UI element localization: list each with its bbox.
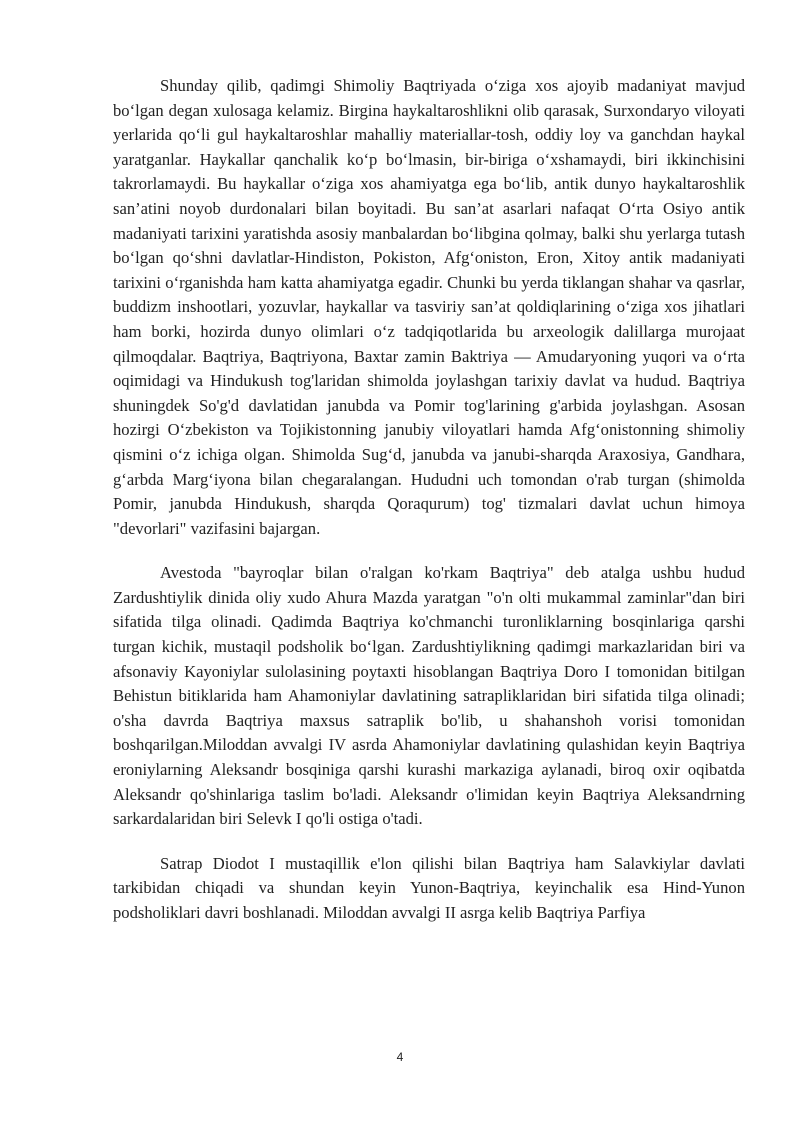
body-text — [113, 74, 745, 926]
paragraph-1: Shunday qilib, qadimgi Shimoliy Baqtriyada o‘ziga xos ajoyib madaniyat mavjud bo‘lgan degan xulosaga kelamiz. Birgina haykaltaroshlikni olib qarasak, Surxondaryo viloyati yerlarida qo‘li gul haykaltaroshlar mahalliy materiallar-tosh, oddiy loy va ganchdan haykal yaratganlar. Haykallar qanchalik ko‘p bo‘lmasin, bir-biriga o‘xshamaydi, biri ikkinchisini takrorlamaydi. Bu haykallar o‘ziga xos ahamiyatga ega bo‘lib, antik dunyo haykaltaroshlik san’atini noyob durdonalari bilan boyitadi. Bu san’at asarlari nafaqat O‘rta Osiyo antik madaniyati tarixini yaratishda asosiy manbalardan bo‘libgina qolmay, balki shu yerlarga tutash bo‘lgan qo‘shni davlatlar-Hindiston, Pokiston, Afg‘oniston, Eron, Xitoy antik madaniyati tarixini o‘rganishda ham katta ahamiyatga egadir. Chunki bu yerda tiklangan shahar va qasrlar, buddizm inshootlari, yozuvlar, haykallar va tasviriy san’at qoldiqlarining o‘ziga xos jihatlari ham borki, hozirda dunyo olimlari o‘z tadqiqotlarida bu arxeologik dalillarga murojaat qilmoqdalar. Baqtriya, Baqtriyona, Baxtar zamin Baktriya — Amudaryoning yuqori va o‘rta oqimidagi va Hindukush tog'laridan shimolda joylashgan tarixiy davlat va hudud. Baqtriya shuningdek So'g'd davlatidan janubda va Pomir tog'larining g'arbida joylashgan. Asosan hozirgi O‘zbekiston va Tojikistonning janubiy viloyatlari hamda Afg‘onistonning shimoliy qismini o‘z ichiga olgan. Shimolda Sug‘d, janubda va janubi-sharqda Araxosiya, Gandhara, g‘arbda Marg‘iyona bilan chegaralangan. Hududni uch tomondan o'rab turgan (shimolda Pomir, janubda Hindukush, sharqda Qoraqurum) tog' tizmalari davlat uchun himoya "devorlari" vazifasini bajargan. — [113, 76, 745, 538]
paragraph-3: Satrap Diodot I mustaqillik e'lon qilishi bilan Baqtriya ham Salavkiylar davlati tarkibidan chiqadi va shundan keyin Yunon-Baqtriya, keyinchalik esa Hind-Yunon podsholiklari davri boshlanadi. Miloddan avvalgi II asrga kelib Baqtriya Parfiya — [113, 853, 745, 922]
page-number: 4 — [396, 1050, 404, 1064]
paragraph-2: Avestoda "bayroqlar bilan o'ralgan ko'rkam Baqtriya" deb atalga ushbu hudud Zardushtiylik dinida oliy xudo Ahura Mazda yaratgan "o'n olti mukammal zaminlar"dan biri sifatida tilga olinadi. Qadimda Baqtriya ko'chmanchi turonliklarning bosqinlariga qarshi turgan kichik, mustaqil podsholik bo‘lgan. Zardushtiylikning qadimgi markazlaridan biri va afsonaviy Kayoniylar sulolasining poytaxti hisoblangan Baqtriya Doro I tomonidan bitilgan Behistun bitiklarida ham Ahamoniylar davlatining satrapliklaridan biri sifatida tilga olinadi; o'sha davrda Baqtriya maxsus satraplik bo'lib, u shahanshoh vorisi tomonidan boshqarilgan.Miloddan avvalgi IV asrda Ahamoniylar davlatining qulashidan keyin Baqtriya eroniylarning Aleksandr bosqiniga qarshi kurashi markaziga aylanadi, biroq oxir oqibatda Aleksandr qo'shinlariga taslim bo'ladi. Aleksandr o'limidan keyin Baqtriya Aleksandrning sarkardalaridan biri Selevk I qo'li ostiga o'tadi. — [113, 563, 745, 829]
